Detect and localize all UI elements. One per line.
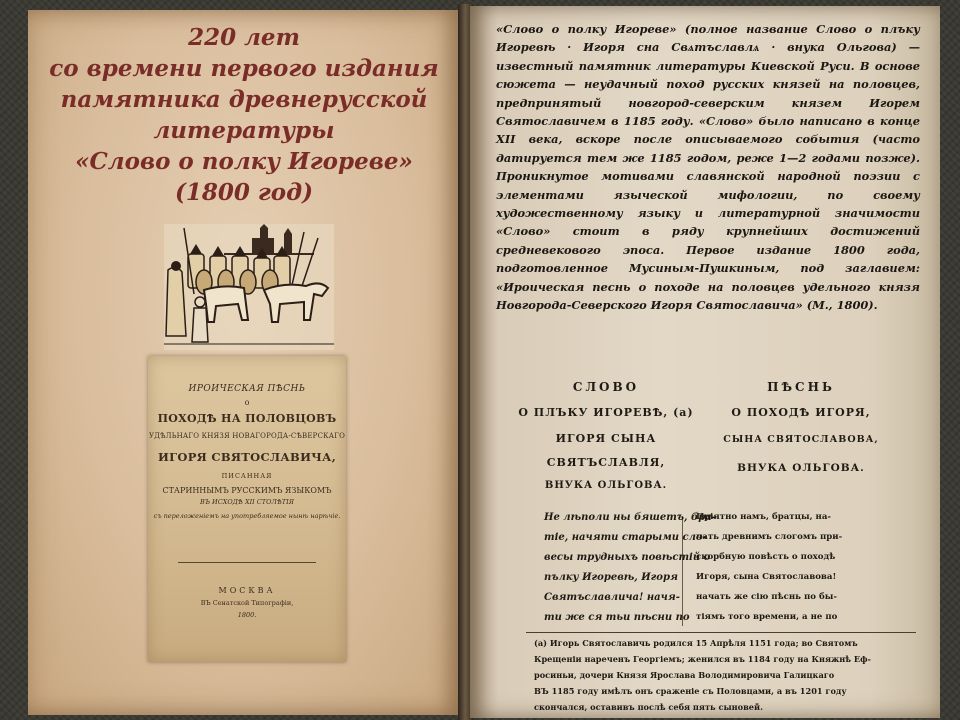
title-page-line-12: 1800. (237, 611, 257, 619)
description-paragraph: «Слово о полку Игореве» (полное название Слово о плъку Игоревѣ · Игоря сна Свѧтъславлѧ · внука Ольгова) — известный памятник литературы Киевской Руси. В основе сюжета — неудачный поход русских князей на половцев, предпринятый новгород-северским князем Игорем Святославичем в 1185 году. «Слово» было написано в конце XII века, вскоре после описываемого события (часто датируется тем же 1185 годом, реже 1—2 годами позже). Проникнутое мотивами славянской народной поэзии с элементами языческой мифологии, по своему художественному языку и литературной значимости «Слово» стоит в ряду крупнейших достижений средневекового эпоса. Первое издание 1800 года, подготовленное Мусиным-Пушкиным, под заглавием: «Ироическая песнь о походе на половцев удельного князя Новгорода-Северского Игоря Святославича» (М., 1800). (496, 22, 920, 313)
title-page-line-8: ВЪ ИСХОДѢ XII СТОЛѢТІЯ (200, 498, 294, 506)
left-title-line-1: СЛОВО (572, 380, 640, 394)
title-page-line-4: УДѢЛЬНАГО КНЯЗЯ НОВАГОРОДА-СѢВЕРСКАГО (148, 432, 346, 440)
right-text-line-6: тіямъ того времени, а не по (696, 612, 838, 622)
right-title-line-3: СЫНА СВЯТОСЛАВОВА, (723, 434, 879, 445)
title-page-line-1: ИРОИЧЕСКАЯ ПѢСНЬ (188, 384, 306, 394)
left-title-line-4: СВЯТЪСЛАВЛЯ, (546, 456, 666, 469)
right-title-line-4: ВНУКА ОЛЬГОВА. (737, 462, 865, 474)
right-text-line-4: Игоря, сына Святославова! (696, 572, 837, 582)
footnote-line-2: Крещеніи нареченъ Георгіемъ; женился въ 1184 году на Княжнѣ Еф- (534, 654, 871, 664)
left-text-line-5: Святъславлича! начя- (544, 592, 680, 603)
left-title-line-3: ИГОРЯ СЫНА (555, 432, 657, 445)
title-page-rule (178, 562, 316, 563)
right-text-line-5: начать же сію пѣснь по бы- (696, 592, 837, 602)
heading-line-1: 220 лет (188, 24, 300, 51)
left-title-line-5: ВНУКА ОЛЬГОВА. (544, 480, 668, 491)
slide-heading (30, 22, 458, 208)
right-text-line-1: Пріятно намъ, братцы, на- (696, 512, 831, 522)
heading-line-5: «Слово о полку Игореве» (75, 148, 413, 175)
title-page-line-3: ПОХОДѢ НА ПОЛОВЦОВЪ (157, 412, 337, 425)
footnote-line-5: скончался, оставивъ послѣ себя пять сыновей. (534, 702, 763, 712)
left-text-line-3: весы трудныхъ повѣстій о (544, 552, 711, 563)
left-text-line-1: Не лѣполи ны бяшетъ, бра- (544, 512, 716, 523)
left-text-line-6: ти же ся тьи пѣсни по (544, 612, 690, 623)
title-page-line-2: о (244, 398, 250, 407)
left-text-line-2: тіе, начяти старыми сло- (544, 532, 707, 543)
right-title-line-1: ПѢСНЬ (767, 380, 835, 394)
left-title-line-2: О ПЛЪКУ ИГОРЕВѢ, (а) (518, 406, 694, 419)
first-edition-title-page (148, 356, 346, 662)
title-page-line-7: СТАРИННЫМЪ РУССКИМЪ ЯЗЫКОМЪ (162, 486, 332, 495)
right-text-line-2: чать древнимъ слогомъ при- (696, 532, 843, 542)
heading-line-3: памятника древнерусской (60, 86, 428, 113)
heading-line-4: литературы (153, 117, 335, 144)
footnote-line-1: (а) Игорь Святославичь родился 15 Апрѣля 1151 года; во Святомъ (534, 638, 858, 648)
right-text-line-3: скорбную повѣсть о походѣ (696, 552, 836, 562)
title-page-line-6: ПИСАННАЯ (221, 472, 273, 480)
heading-line-6: (1800 год) (174, 179, 314, 206)
right-title-line-2: О ПОХОДѢ ИГОРЯ, (731, 406, 871, 419)
footnote-rule (526, 632, 916, 633)
footnote-line-3: росиньи, дочери Князя Ярослава Володимировича Галицкаго (534, 670, 835, 680)
title-page-line-5: ИГОРЯ СВЯТОСЛАВИЧА, (157, 450, 337, 464)
footnote-line-4: ВЪ 1185 году имѣлъ онъ сраженіе съ Половцами, а въ 1201 году (534, 686, 847, 696)
title-page-line-9: съ переложеніемъ на употребляемое нынѣ нарѣчіе. (153, 512, 341, 520)
warriors-illustration (164, 224, 334, 350)
title-page-line-10: МОСКВА (218, 586, 276, 595)
left-text-line-4: пълку Игоревѣ, Игоря (544, 572, 678, 583)
heading-line-2: со времени первого издания (49, 55, 439, 82)
title-page-line-11: ВЪ Сенатской Типографіи, (200, 599, 294, 607)
first-page-scan (486, 366, 932, 716)
